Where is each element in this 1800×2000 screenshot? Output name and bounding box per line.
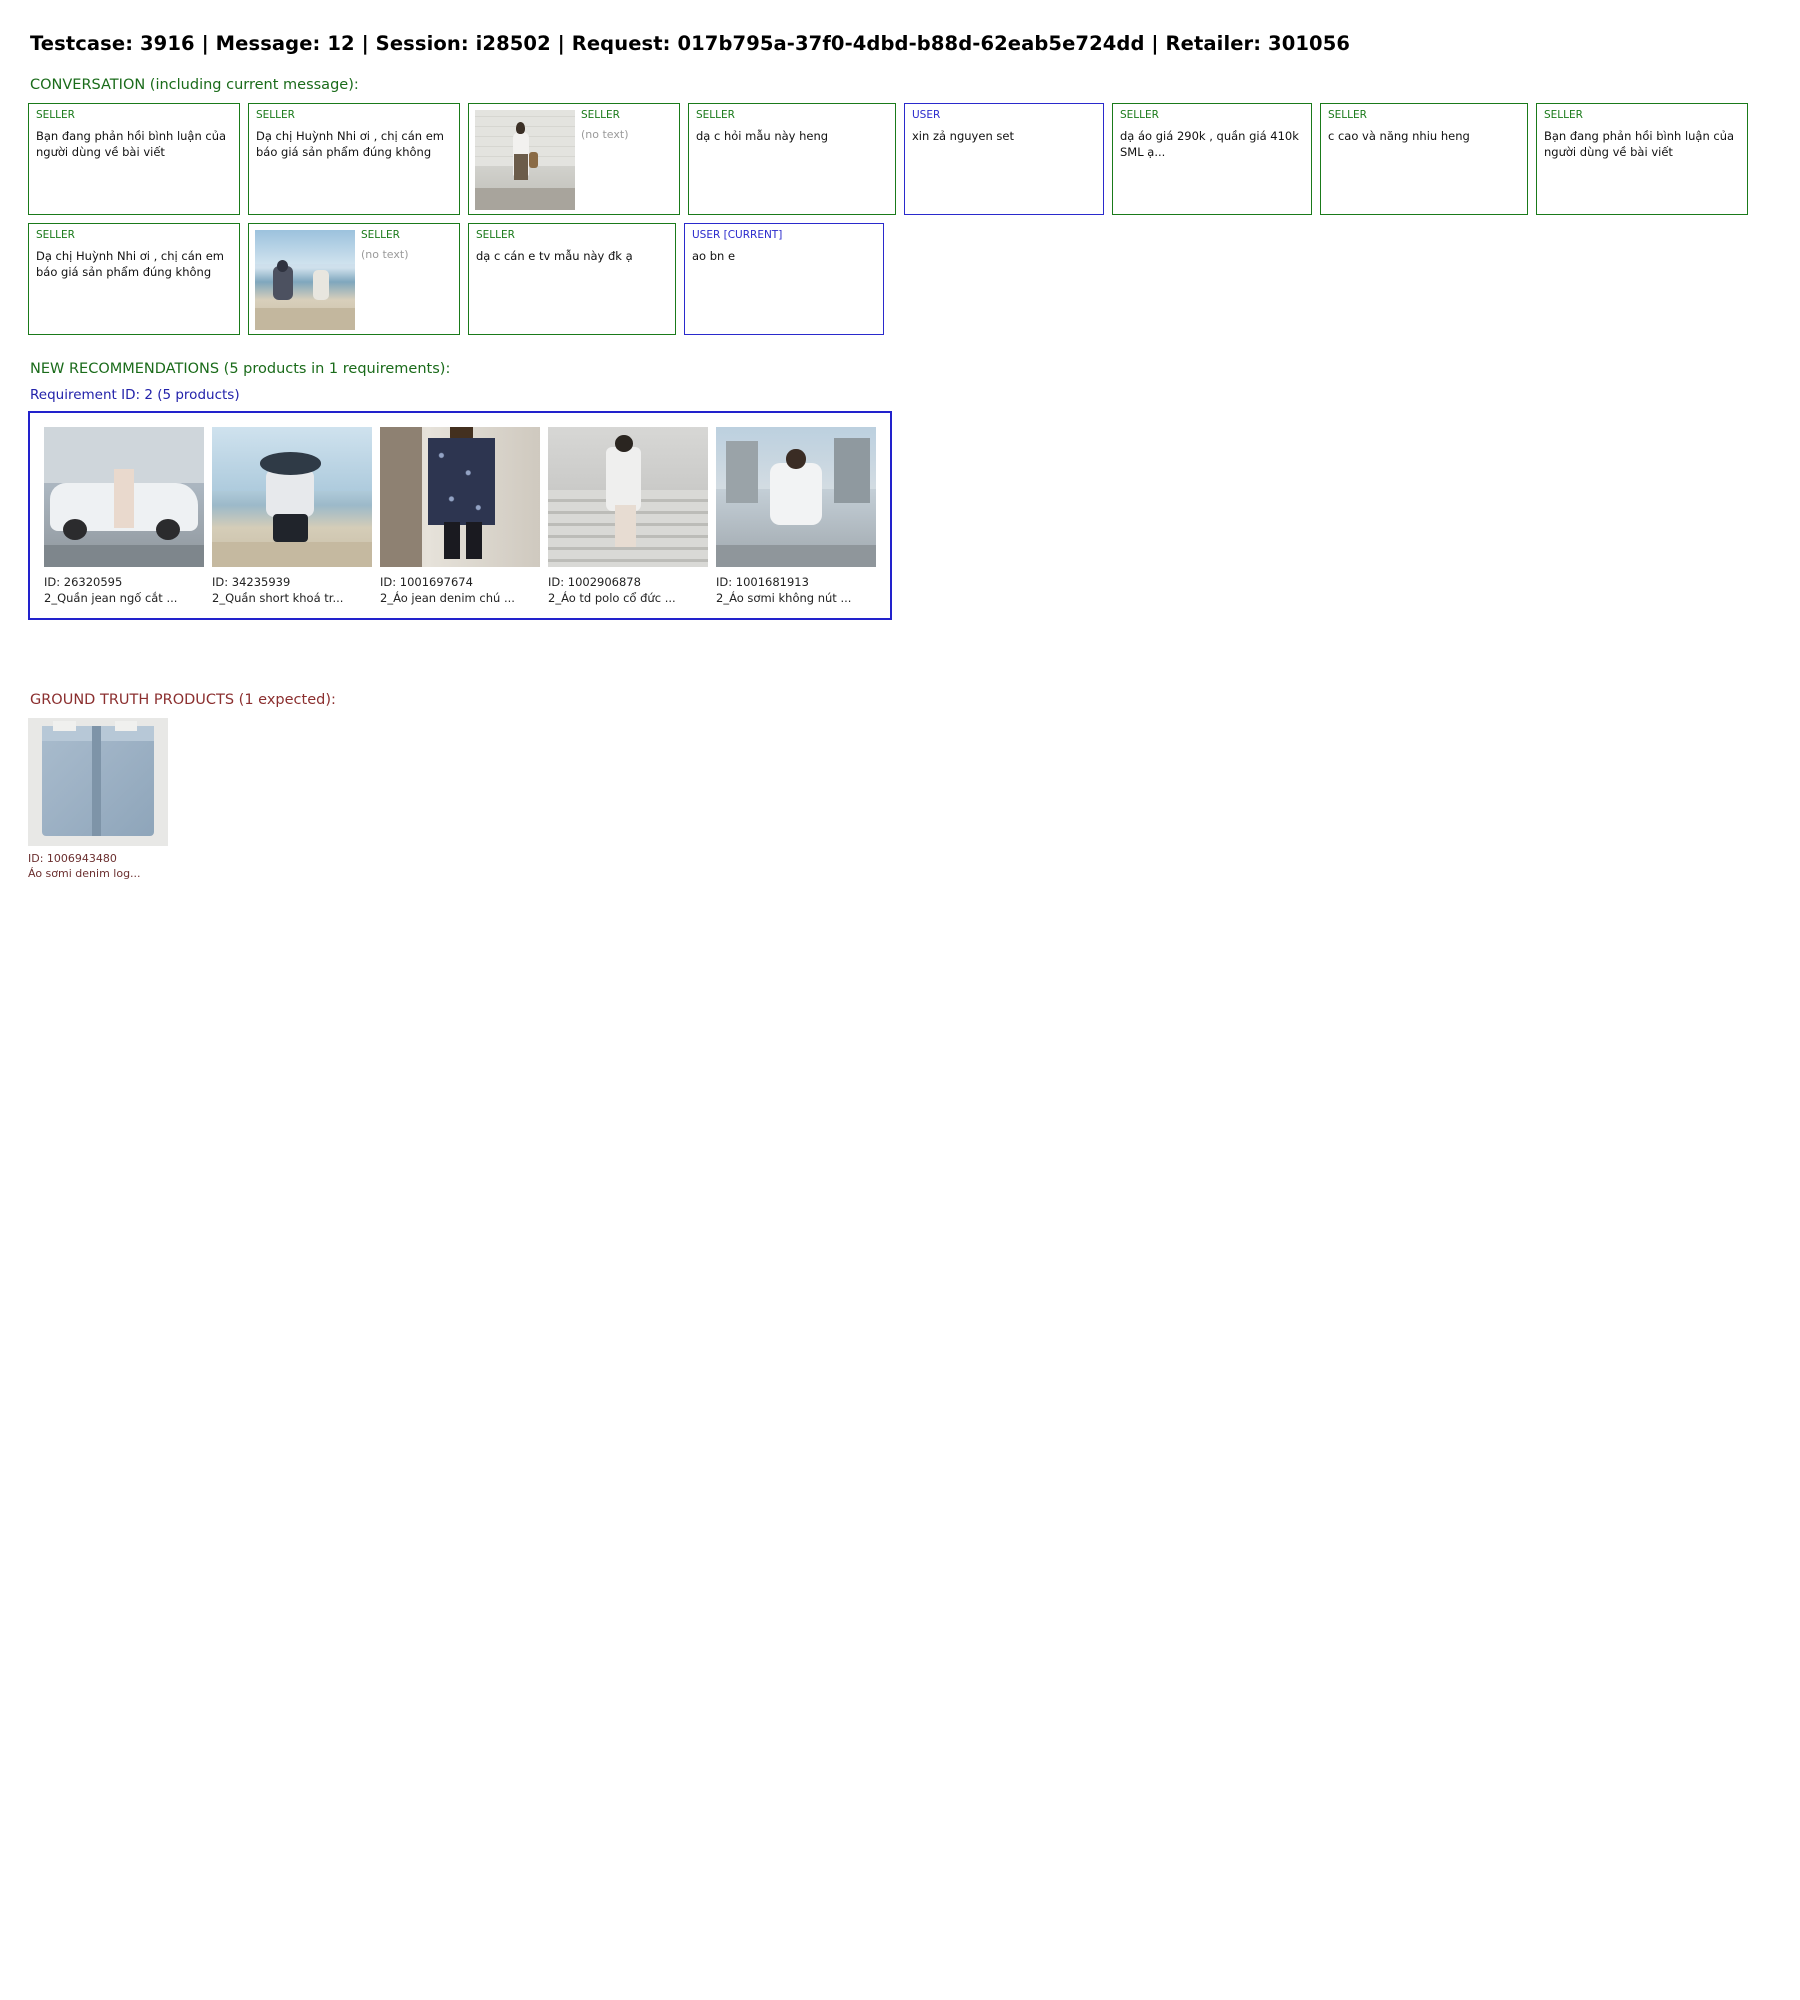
message-bubble-with-image[interactable] (468, 103, 680, 215)
ground-truth-heading: GROUND TRUTH PRODUCTS (1 expected): (30, 692, 336, 709)
conversation-row (28, 103, 1772, 215)
recommendations-heading: NEW RECOMMENDATIONS (5 products in 1 requirements): (30, 361, 451, 377)
message-image (475, 110, 575, 210)
ground-truth-list (28, 718, 1772, 882)
message-bubble[interactable] (1320, 103, 1528, 215)
product-image (380, 427, 540, 567)
product-name: Áo sơmi denim log... (28, 866, 141, 880)
message-text: c cao và năng nhiu heng (1328, 128, 1470, 143)
product-card[interactable] (548, 427, 708, 606)
page-title: Testcase: 3916 | Message: 12 | Session: i28502 | Request: 017b795a-37f0-4dbd-b88d-62eab5e724dd | Retailer: 301056 (30, 32, 1351, 55)
message-text: Dạ chị Huỳnh Nhi ơi , chị cán em báo giá sản phẩm đúng không (36, 248, 228, 279)
message-text: Bạn đang phản hồi bình luận của người dùng về bài viết (36, 128, 230, 159)
product-id: ID: 1002906878 (548, 575, 641, 589)
product-id: ID: 1006943480 (28, 852, 117, 866)
message-text: dạ c cán e tv mẫu này đk ạ (476, 248, 633, 263)
message-text: Bạn đang phản hồi bình luận của người dùng về bài viết (1544, 128, 1738, 159)
conversation-list (28, 103, 1772, 335)
product-image (28, 718, 168, 846)
message-bubble[interactable] (28, 223, 240, 335)
product-id: ID: 34235939 (212, 575, 291, 589)
page-root (0, 0, 1800, 906)
product-image (44, 427, 204, 567)
ground-truth-card[interactable] (28, 718, 168, 882)
message-text: (no text) (361, 247, 409, 261)
product-image (548, 427, 708, 567)
product-card[interactable] (716, 427, 876, 606)
conversation-row (28, 223, 1772, 335)
message-bubble[interactable] (1536, 103, 1748, 215)
message-bubble[interactable] (688, 103, 896, 215)
message-text: dạ c hỏi mẫu này heng (696, 128, 829, 143)
message-role: SELLER (581, 109, 620, 121)
requirement-heading: Requirement ID: 2 (5 products) (30, 387, 240, 403)
message-role: SELLER (696, 109, 735, 121)
message-role: SELLER (1328, 109, 1367, 121)
product-card[interactable] (212, 427, 372, 606)
message-role: SELLER (36, 229, 75, 241)
message-role: SELLER (1544, 109, 1583, 121)
product-id: ID: 1001681913 (716, 575, 809, 589)
message-text: ao bn e (692, 248, 736, 263)
message-bubble-with-image[interactable] (248, 223, 460, 335)
product-image (716, 427, 876, 567)
message-text: Dạ chị Huỳnh Nhi ơi , chị cán em báo giá sản phẩm đúng không (256, 128, 448, 159)
message-bubble[interactable] (28, 103, 240, 215)
message-role: SELLER (476, 229, 515, 241)
recommendations-grid (44, 427, 876, 606)
product-name: 2_Áo sơmi không nút ... (716, 590, 852, 605)
message-bubble-user[interactable] (904, 103, 1104, 215)
product-id: ID: 26320595 (44, 575, 123, 589)
conversation-heading: CONVERSATION (including current message): (30, 77, 359, 93)
product-image (212, 427, 372, 567)
message-text: (no text) (581, 127, 629, 141)
product-card[interactable] (380, 427, 540, 606)
recommendations-panel (28, 411, 892, 620)
product-name: 2_Quần jean ngố cắt ... (44, 590, 178, 605)
message-bubble-current-user[interactable] (684, 223, 884, 335)
message-bubble[interactable] (248, 103, 460, 215)
message-role: SELLER (36, 109, 75, 121)
message-role: USER [CURRENT] (692, 229, 783, 241)
product-name: 2_Quần short khoá tr... (212, 590, 344, 605)
message-bubble[interactable] (1112, 103, 1312, 215)
message-role: SELLER (256, 109, 295, 121)
message-text: xin zả nguyen set (912, 128, 1014, 143)
product-name: 2_Áo jean denim chú ... (380, 590, 515, 605)
product-name: 2_Áo td polo cổ đức ... (548, 590, 676, 605)
message-role: SELLER (1120, 109, 1159, 121)
message-role: SELLER (361, 229, 400, 241)
product-id: ID: 1001697674 (380, 575, 473, 589)
message-bubble[interactable] (468, 223, 676, 335)
message-image (255, 230, 355, 330)
message-text: dạ áo giá 290k , quần giá 410k SML ạ... (1120, 128, 1303, 159)
message-role: USER (912, 109, 941, 121)
product-card[interactable] (44, 427, 204, 606)
